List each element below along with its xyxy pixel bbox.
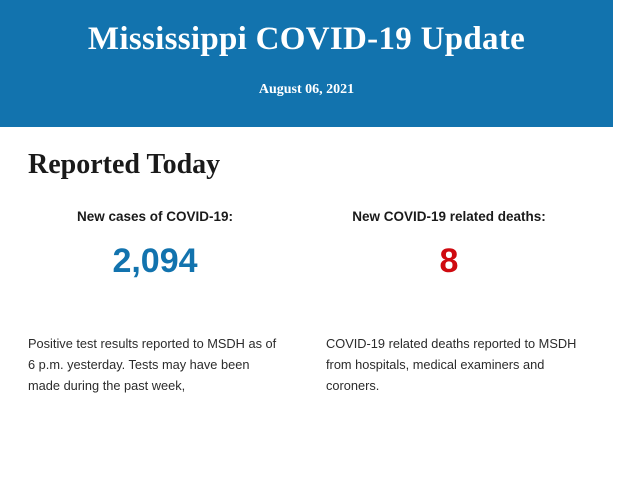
report-date: August 06, 2021	[258, 82, 355, 97]
section-heading: Reported Today	[28, 149, 221, 180]
stat-label-new-cases: New cases of COVID-19:	[76, 209, 234, 224]
note-new-deaths: COVID-19 related deaths reported to MSDH from hospitals, medical examiners and coroners.	[326, 336, 577, 393]
stat-value-new-deaths: 8	[439, 242, 459, 280]
stat-label-new-deaths: New COVID-19 related deaths:	[352, 209, 546, 224]
notes-row	[0, 333, 620, 396]
stat-block-new-cases	[0, 209, 296, 281]
stats-row	[0, 209, 620, 281]
stat-value-new-cases: 2,094	[112, 242, 198, 280]
stat-block-new-deaths	[296, 209, 592, 281]
note-new-cases: Positive test results reported to MSDH as of 6 p.m. yesterday. Tests may have been made during the past week,	[28, 336, 277, 393]
header-banner	[0, 0, 613, 127]
page-title: Mississippi COVID-19 Update	[87, 21, 526, 57]
